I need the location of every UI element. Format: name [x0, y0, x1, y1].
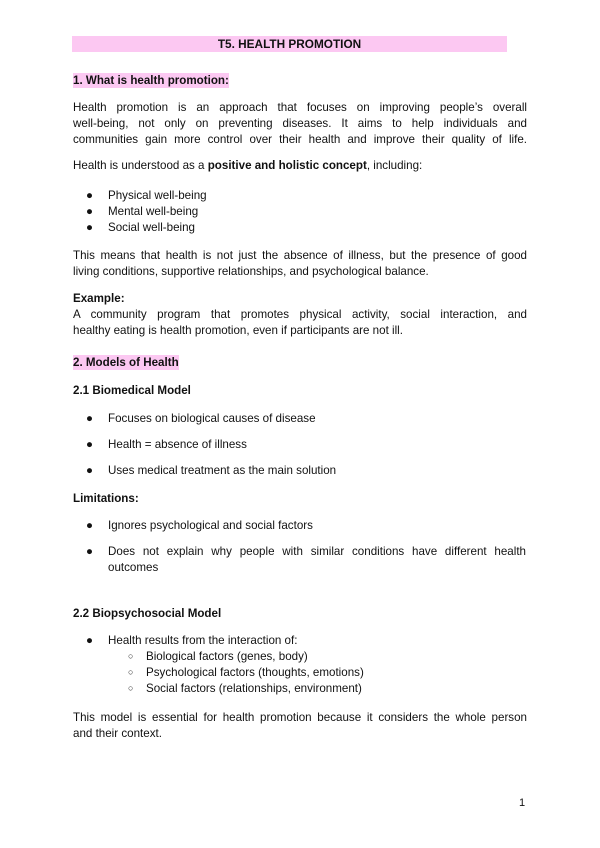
list-item: ● Health results from the interaction of: [86, 634, 298, 647]
biomedical-heading: 2.1 Biomedical Model [73, 384, 191, 397]
list-item: ● Does not explain why people with similar conditions have different health outcomes [86, 545, 526, 574]
limitations-list [86, 518, 526, 576]
biopsychosocial-paragraph: This model is essential for health promotion because it considers the whole person and their context. [73, 711, 527, 740]
list-item: ● Health = absence of illness [86, 438, 247, 451]
page-title: T5. HEALTH PROMOTION [217, 37, 362, 51]
biomedical-list [86, 411, 336, 479]
section-2-heading: 2. Models of Health [73, 356, 179, 369]
sub-list-item: ○ Psychological factors (thoughts, emotions) [128, 666, 364, 679]
sub-list-item: ○ Biological factors (genes, body) [128, 650, 308, 663]
page-number: 1 [519, 797, 526, 809]
biopsychosocial-list [86, 633, 297, 649]
sub-list-item: ○ Social factors (relationships, environment) [128, 682, 362, 695]
section-1-heading: 1. What is health promotion: [73, 74, 229, 87]
section-1-paragraph-2: Health is understood as a positive and holistic concept, including: [73, 159, 423, 172]
list-item: ● Physical well-being [86, 189, 207, 202]
limitations-label: Limitations: [73, 492, 139, 505]
example-label: Example: [73, 292, 125, 305]
wellbeing-list [86, 188, 207, 236]
biopsychosocial-heading: 2.2 Biopsychosocial Model [73, 607, 222, 620]
list-item: ● Social well-being [86, 221, 195, 234]
list-item: ● Uses medical treatment as the main solution [86, 464, 337, 477]
list-item: ● Mental well-being [86, 205, 199, 218]
section-1-paragraph-3: This means that health is not just the absence of illness, but the presence of good living conditions, supportive relationships, and psychological balance. [73, 249, 527, 278]
list-item: ● Ignores psychological and social factors [86, 519, 313, 532]
example-block: Example: A community program that promotes physical activity, social interaction, and healthy eating is health promotion, even if participants are not ill. [73, 292, 527, 337]
factors-sublist [128, 649, 364, 697]
list-item: ● Focuses on biological causes of disease [86, 412, 316, 425]
section-1-paragraph-1: Health promotion is an approach that focuses on improving people’s overall well-being, not only on preventing diseases. It aims to help individuals and communities gain more control over their health and improve their quality of life. [73, 101, 527, 146]
